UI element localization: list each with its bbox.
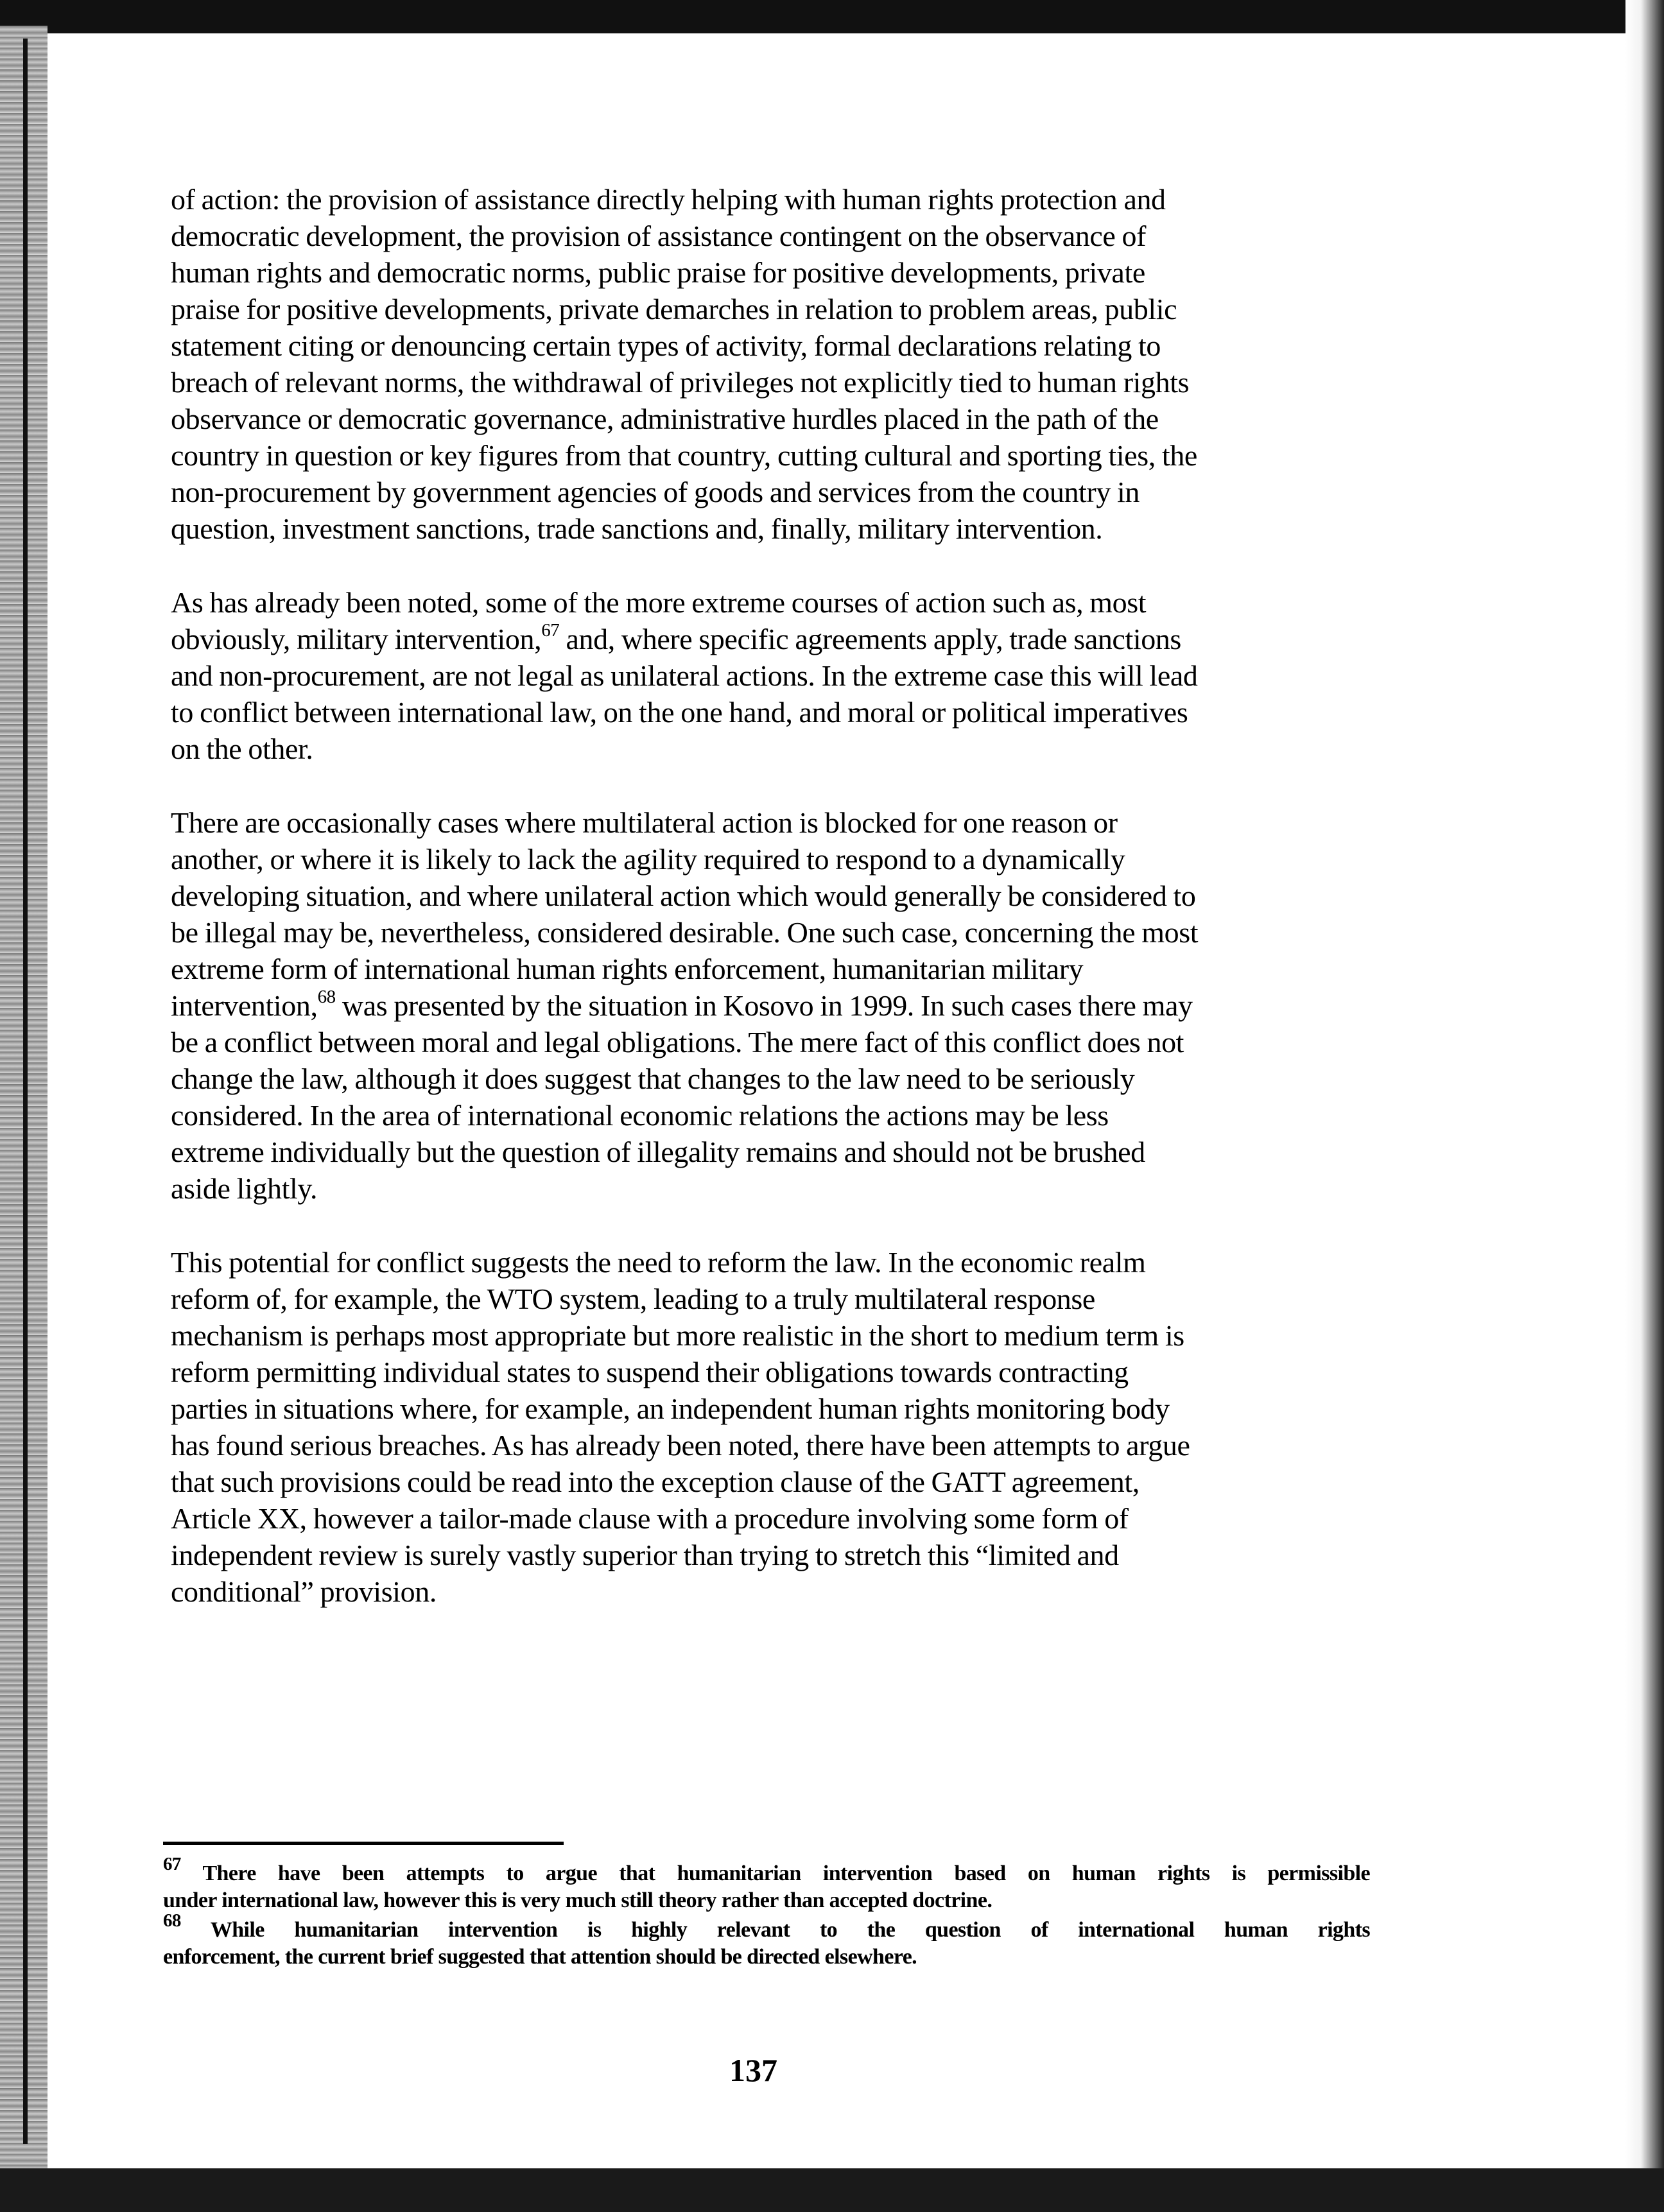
text-line: parties in situations where, for example, an independent human rights monitoring body (171, 1392, 1170, 1425)
paragraph-1 (171, 181, 1358, 547)
text-line: observance or democratic governance, administrative hurdles placed in the path of the (171, 402, 1159, 435)
scan-top-border (0, 0, 1664, 33)
text-line: breach of relevant norms, the withdrawal of privileges not explicitly tied to human rights (171, 366, 1190, 399)
footnote-line (163, 1853, 1370, 1887)
text-line: be a conflict between moral and legal obligations. The mere fact of this conflict does not (171, 1026, 1184, 1058)
footnote-line: under international law, however this is very much still theory rather than accepted doctrine. (163, 1888, 992, 1912)
footnote-ref-67[interactable]: 67 (541, 619, 560, 641)
text-line: aside lightly. (171, 1172, 318, 1205)
text-line: change the law, although it does suggest that changes to the law need to be seriously (171, 1062, 1135, 1095)
footnote-line (163, 1910, 1370, 1944)
text-line: to conflict between international law, on the one hand, and moral or political imperatives (171, 696, 1188, 729)
text-segment: was presented by the situation in Kosovo in 1999. In such cases there may (342, 989, 1193, 1022)
footnote-line: enforcement, the current brief suggested that attention should be directed elsewhere. (163, 1945, 917, 1969)
text-line: independent review is surely vastly superior than trying to stretch this “limited and (171, 1539, 1119, 1571)
text-line: another, or where it is likely to lack the agility required to respond to a dynamically (171, 843, 1125, 876)
text-segment: obviously, military intervention, (171, 623, 542, 655)
text-line: This potential for conflict suggests the need to reform the law. In the economic realm (171, 1246, 1146, 1279)
text-line: non-procurement by government agencies of goods and services from the country in (171, 476, 1140, 508)
text-line: on the other. (171, 732, 313, 765)
text-line (171, 987, 1358, 1024)
footnote-68 (163, 1910, 1370, 1971)
text-line: reform permitting individual states to suspend their obligations towards contracting (171, 1356, 1129, 1388)
footnote-text: There have been attempts to argue that humanitarian intervention based on human rights is permissible (202, 1862, 1370, 1885)
paragraph-4 (171, 1244, 1358, 1610)
text-line: has found serious breaches. As has already been noted, there have been attempts to argue (171, 1429, 1190, 1462)
footnote-67 (163, 1853, 1370, 1914)
page-body (171, 181, 1358, 1647)
text-line: country in question or key figures from that country, cutting cultural and sporting ties, the (171, 439, 1197, 472)
text-line: As has already been noted, some of the more extreme courses of action such as, most (171, 586, 1147, 619)
page-number: 137 (729, 2052, 777, 2088)
text-line: mechanism is perhaps most appropriate but more realistic in the short to medium term is (171, 1319, 1184, 1352)
text-line: of action: the provision of assistance directly helping with human rights protection and (171, 183, 1166, 216)
text-line: question, investment sanctions, trade sanctions and, finally, military intervention. (171, 512, 1103, 545)
text-line: praise for positive developments, private demarches in relation to problem areas, public (171, 293, 1177, 325)
text-line: reform of, for example, the WTO system, leading to a truly multilateral response (171, 1283, 1095, 1315)
text-line: Article XX, however a tailor-made clause with a procedure involving some form of (171, 1502, 1129, 1535)
text-segment: and, where specific agreements apply, trade sanctions (566, 623, 1181, 655)
text-line: conditional” provision. (171, 1575, 437, 1608)
text-line: human rights and democratic norms, public praise for positive developments, private (171, 256, 1145, 289)
text-line (171, 621, 1358, 657)
text-line: statement citing or denouncing certain types of activity, formal declarations relating to (171, 329, 1161, 362)
text-line: that such provisions could be read into the exception clause of the GATT agreement, (171, 1465, 1140, 1498)
footnote-text: While humanitarian intervention is highly relevant to the question of international human rights (210, 1918, 1370, 1942)
text-line: considered. In the area of international economic relations the actions may be less (171, 1099, 1109, 1132)
scan-bottom-border (0, 2168, 1664, 2212)
text-line: extreme individually but the question of illegality remains and should not be brushed (171, 1136, 1145, 1168)
text-line: be illegal may be, nevertheless, considered desirable. One such case, concerning the most (171, 916, 1199, 949)
text-line: and non-procurement, are not legal as unilateral actions. In the extreme case this will lead (171, 659, 1198, 692)
text-segment: intervention, (171, 989, 318, 1022)
text-line: democratic development, the provision of assistance contingent on the observance of (171, 220, 1147, 252)
scan-binding-edge (23, 39, 28, 2144)
footnote-separator (163, 1842, 564, 1845)
footnote-ref-68[interactable]: 68 (317, 986, 336, 1007)
footnote-number: 67 (163, 1853, 181, 1874)
footnote-number: 68 (163, 1910, 181, 1931)
paragraph-2 (171, 584, 1358, 767)
text-line: developing situation, and where unilateral action which would generally be considered to (171, 879, 1196, 912)
text-line: There are occasionally cases where multilateral action is blocked for one reason or (171, 806, 1118, 839)
footnotes (163, 1853, 1370, 1973)
scan-right-edge (1625, 0, 1664, 2212)
text-line: extreme form of international human rights enforcement, humanitarian military (171, 953, 1084, 985)
paragraph-3 (171, 804, 1358, 1207)
